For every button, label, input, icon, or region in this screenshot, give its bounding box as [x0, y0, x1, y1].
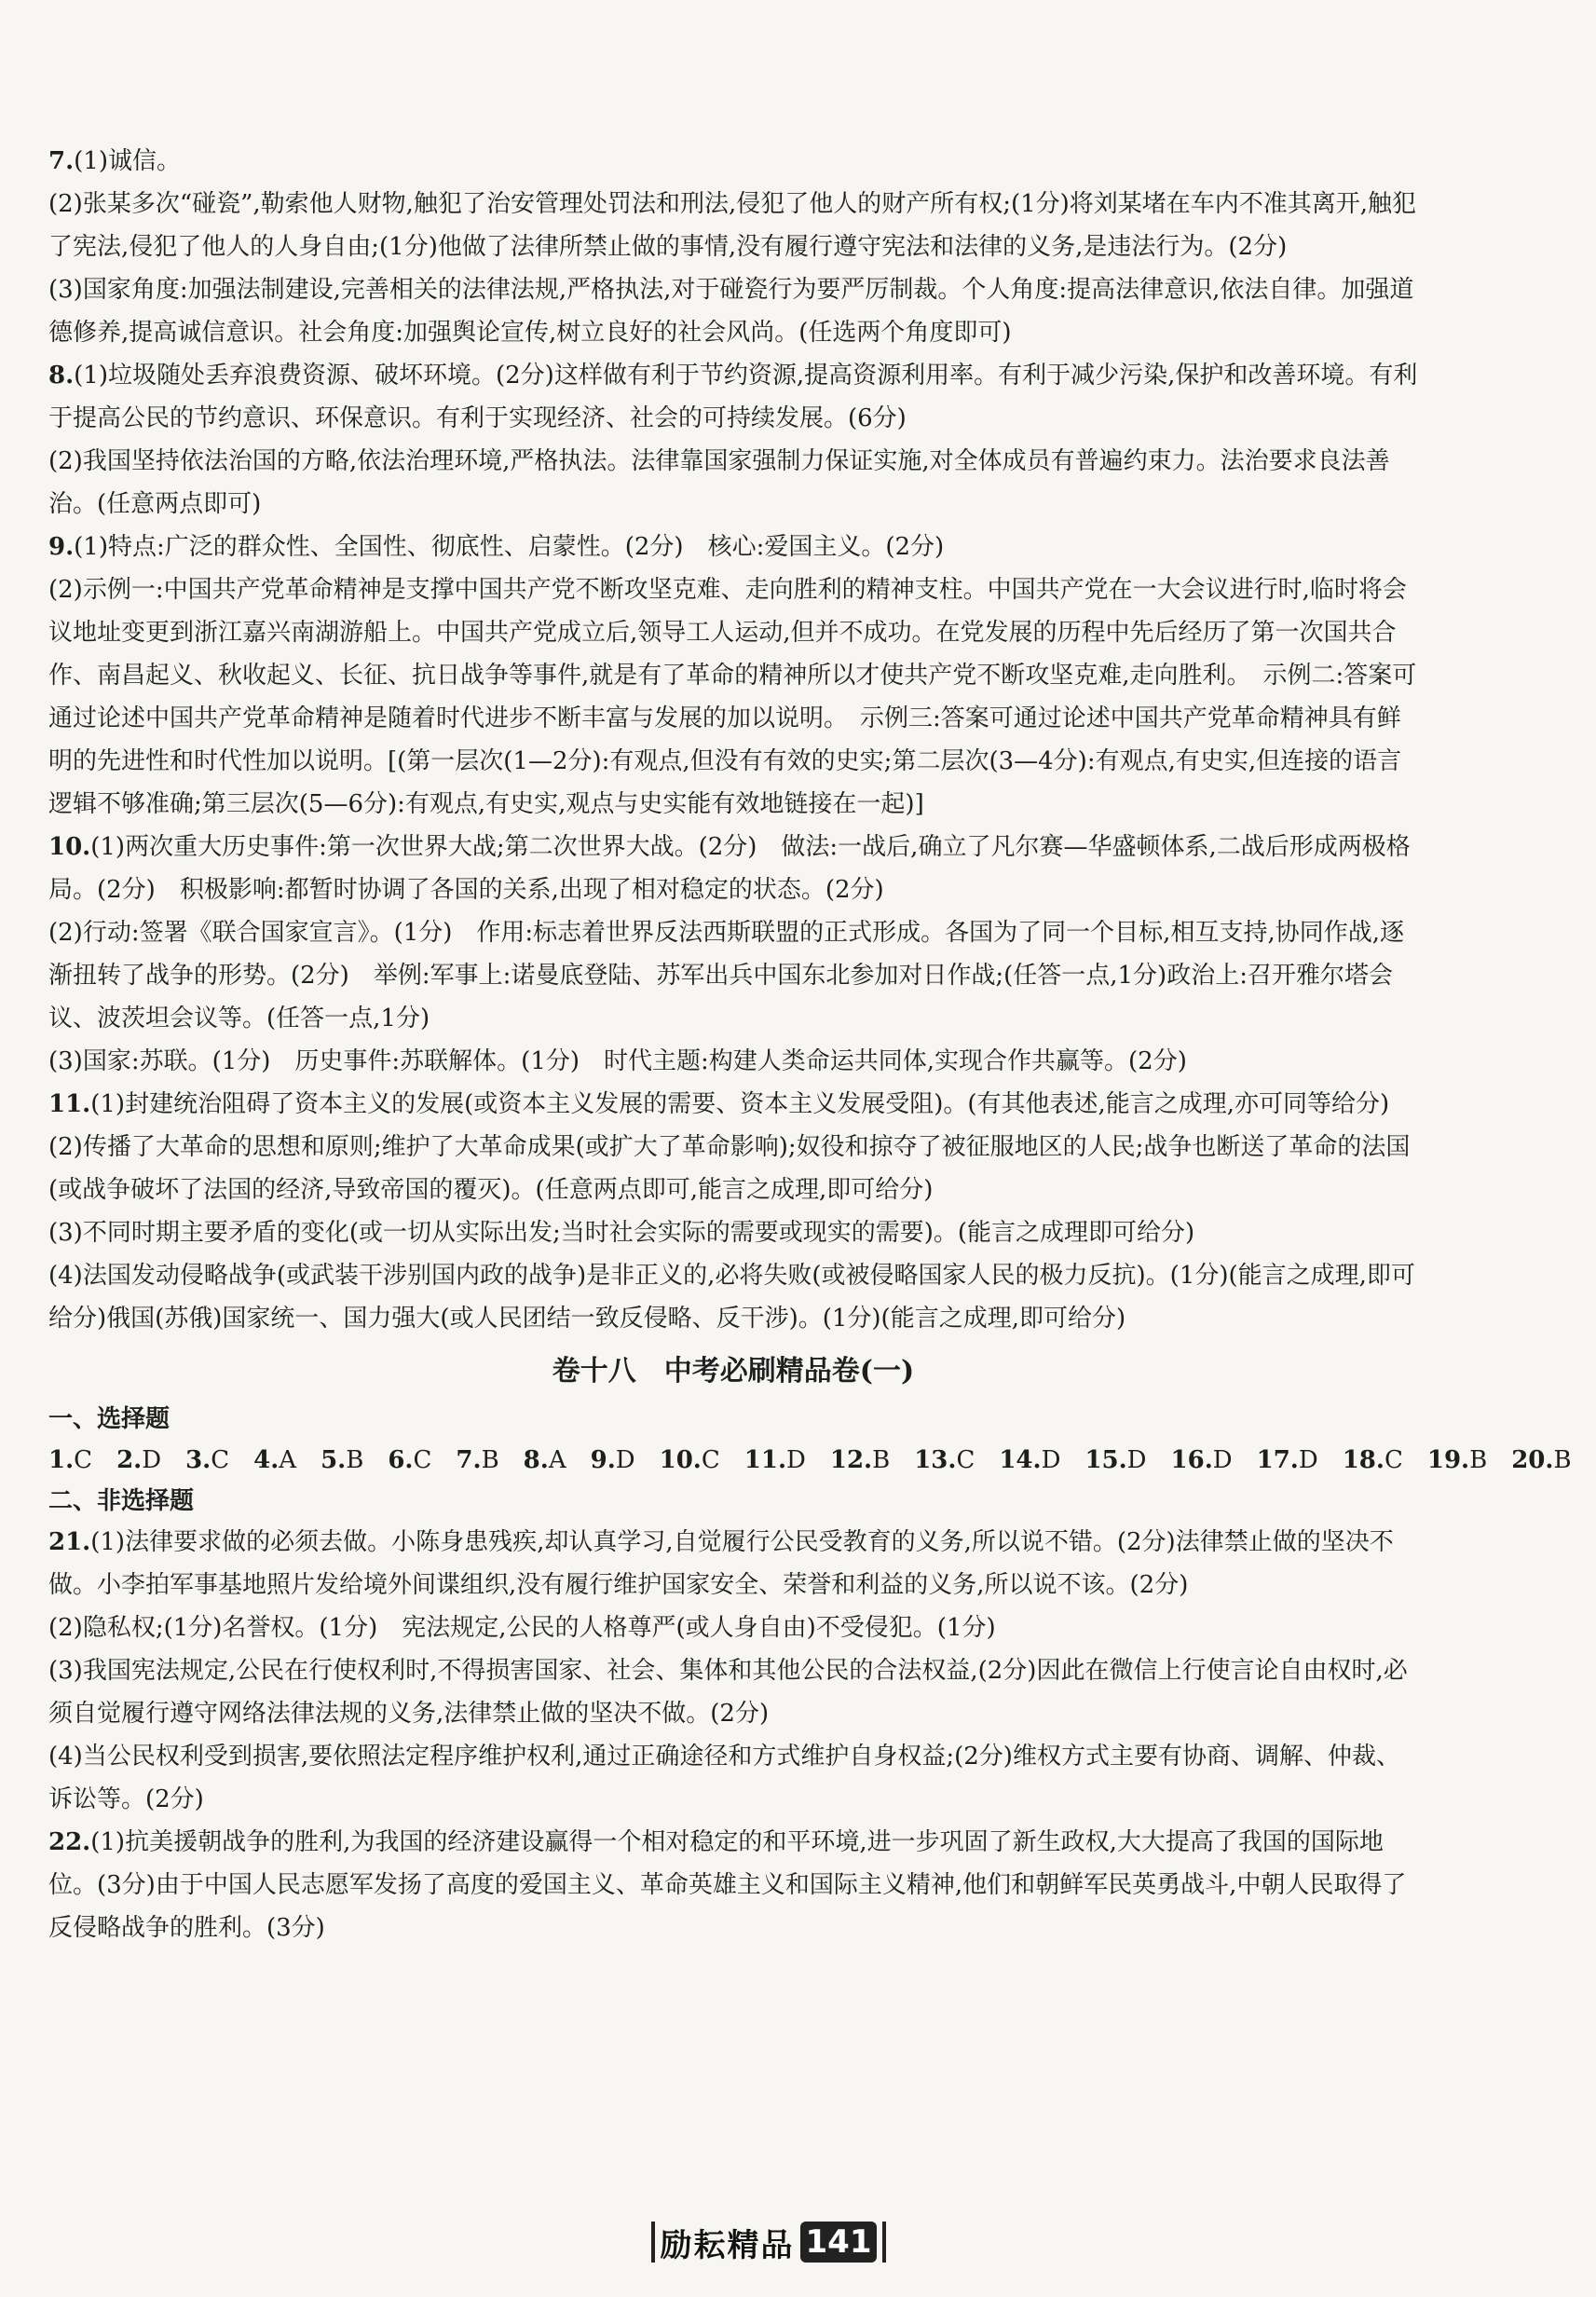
- mc-answer-letter: D: [615, 1446, 635, 1474]
- mc-answer-letter: C: [413, 1446, 432, 1474]
- mc-answer-number: 4.: [253, 1446, 280, 1474]
- mc-answer: [830, 1446, 890, 1474]
- part2-title: 二、非选择题: [48, 1487, 195, 1515]
- part1-title: 一、选择题: [48, 1405, 171, 1433]
- mc-answer-letter: C: [74, 1446, 93, 1474]
- mc-answer-letter: B: [872, 1446, 891, 1474]
- mc-answer-number: 19.: [1426, 1446, 1470, 1474]
- mc-answer: [185, 1446, 229, 1474]
- mc-answer-number: 13.: [914, 1446, 957, 1474]
- q7-number: 7.: [48, 147, 75, 175]
- q9-p1-text: (1)特点:广泛的群众性、全国性、彻底性、启蒙性。(2分) 核心:爱国主义。(2分): [74, 533, 945, 561]
- q21-number: 21.: [48, 1528, 91, 1556]
- q9-number: 9.: [48, 533, 75, 561]
- mc-answer: [1511, 1446, 1571, 1474]
- q9-part2: (2)示例一:中国共产党革命精神是支撑中国共产党不断攻坚克难、走向胜利的精神支柱。中国共产党在一大会议进行时,临时将会议地址变更到浙江嘉兴南湖游船上。中国共产党成立后,领导工人运动,但并不成功。在党发展的历程中先后经历了第一次国共合作、南昌起义、秋收起义、长征、抗日战争等事件,就是有了革命的精神所以才使共产党不断攻坚克难,走向胜利。 示例二:答案可通过论述中国共产党革命精神是随着时代进步不断丰富与发展的加以说明。 示例三:答案可通过论述中国共产党革命精神具有鲜明的先进性和时代性加以说明。[(第一层次(1—2分):有观点,但没有有效的史实;第二层次(3—4分):有观点,有史实,但连接的语言逻辑不够准确;第三层次(5—6分):有观点,有史实,观点与史实能有效地链接在一起)]: [48, 576, 1417, 818]
- footer-brand: [615, 2216, 922, 2268]
- mc-answer: [591, 1446, 635, 1474]
- q11-part4: (4)法国发动侵略战争(或武装干涉别国内政的战争)是非正义的,必将失败(或被侵略国家人民的极力反抗)。(1分)(能言之成理,即可给分)俄国(苏俄)国家统一、国力强大(或人民团结一致反侵略、反干涉)。(1分)(能言之成理,即可给分): [48, 1262, 1415, 1333]
- q11-part2: (2)传播了大革命的思想和原则;维护了大革命成果(或扩大了革命影响);奴役和掠夺了被征服地区的人民;战争也断送了革命的法国(或战争破坏了法国的经济,导致帝国的覆灭)。(任意两点即可,能言之成理,即可给分): [48, 1133, 1411, 1204]
- mc-answer-number: 1.: [48, 1446, 75, 1474]
- mc-answer-letter: A: [279, 1446, 297, 1474]
- mc-answer: [116, 1446, 161, 1474]
- question-11: [48, 1083, 1418, 1340]
- q10-part3: (3)国家:苏联。(1分) 历史事件:苏联解体。(1分) 时代主题:构建人类命运共同体,实现合作共赢等。(2分): [48, 1047, 1187, 1075]
- q11-part1: [48, 1083, 1418, 1126]
- mc-answer-number: 2.: [116, 1446, 143, 1474]
- mc-answer-letter: C: [211, 1446, 230, 1474]
- q7-p1-text: (1)诚信。: [74, 147, 181, 175]
- mc-answer-letter: B: [1553, 1446, 1572, 1474]
- q8-part1: [48, 354, 1418, 440]
- question-10: [48, 826, 1418, 1083]
- mc-answer-letter: D: [1298, 1446, 1318, 1474]
- question-22: [48, 1821, 1418, 1949]
- mc-answer-number: 17.: [1256, 1446, 1299, 1474]
- question-9: [48, 526, 1418, 826]
- q11-part3: (3)不同时期主要矛盾的变化(或一切从实际出发;当时社会实际的需要或现实的需要)。(能言之成理即可给分): [48, 1219, 1195, 1247]
- mc-answer-letter: D: [786, 1446, 806, 1474]
- mc-answer: [321, 1446, 363, 1474]
- q8-number: 8.: [48, 362, 75, 390]
- question-21: [48, 1521, 1418, 1821]
- mc-answer-letter: B: [481, 1446, 499, 1474]
- mc-answer: [744, 1446, 806, 1474]
- mc-answer: [388, 1446, 431, 1474]
- mc-answer-number: 7.: [456, 1446, 482, 1474]
- mc-answer-letter: D: [1126, 1446, 1147, 1474]
- q8-part2: (2)我国坚持依法治国的方略,依法治理环境,严格执法。法律靠国家强制力保证实施,对全体成员有普遍约束力。法治要求良法善治。(任意两点即可): [48, 447, 1390, 518]
- mc-answer: [524, 1446, 566, 1474]
- mc-answer: [253, 1446, 296, 1474]
- mc-answer-number: 3.: [185, 1446, 211, 1474]
- mc-answer-letter: D: [1212, 1446, 1233, 1474]
- q8-p1-text: (1)垃圾随处丢弃浪费资源、破坏环境。(2分)这样做有利于节约资源,提高资源利用率。有利于减少污染,保护和改善环境。有利于提高公民的节约意识、环保意识。有利于实现经济、社会的可持续发展。(6分): [48, 362, 1418, 432]
- brand-bar-right: [882, 2222, 886, 2263]
- mc-answer: [1427, 1446, 1487, 1474]
- mc-answer-letter: C: [701, 1446, 720, 1474]
- mc-answer: [48, 1446, 92, 1474]
- q10-number: 10.: [48, 833, 91, 861]
- q10-p1-text: (1)两次重大历史事件:第一次世界大战;第二次世界大战。(2分) 做法:一战后,确立了凡尔赛—华盛顿体系,二战后形成两极格局。(2分) 积极影响:都暂时协调了各国的关系,出现了相对稳定的状态。(2分): [48, 833, 1411, 904]
- mc-answer-number: 15.: [1084, 1446, 1127, 1474]
- q21-p1-text: (1)法律要求做的必须去做。小陈身患残疾,却认真学习,自觉履行公民受教育的义务,所以说不错。(2分)法律禁止做的坚决不做。小李拍军事基地照片发给境外间谍组织,没有履行维护国家安全、荣誉和利益的义务,所以说不该。(2分): [48, 1528, 1394, 1599]
- q7-part3: (3)国家角度:加强法制建设,完善相关的法律法规,严格执法,对于碰瓷行为要严厉制裁。个人角度:提高法律意识,依法自律。加强道德修养,提高诚信意识。社会角度:加强舆论宣传,树立良好的社会风尚。(任选两个角度即可): [48, 276, 1414, 347]
- mc-answer-number: 8.: [523, 1446, 549, 1474]
- mc-answer-number: 9.: [590, 1446, 616, 1474]
- mc-answer-number: 20.: [1511, 1446, 1554, 1474]
- section-title: 卷十八 中考必刷精品卷(一): [552, 1355, 915, 1388]
- q7-part2: (2)张某多次“碰瓷”,勒索他人财物,触犯了治安管理处罚法和刑法,侵犯了他人的财产所有权;(1分)将刘某堵在车内不准其离开,触犯了宪法,侵犯了他人的人身自由;(1分)他做了法律所禁止做的事情,没有履行遵守宪法和法律的义务,是违法行为。(2分): [48, 190, 1417, 261]
- q22-number: 22.: [48, 1828, 91, 1856]
- mc-answer-letter: B: [1469, 1446, 1488, 1474]
- q22-p1-text: (1)抗美援朝战争的胜利,为我国的经济建设赢得一个相对稳定的和平环境,进一步巩固了新生政权,大大提高了我国的国际地位。(3分)由于中国人民志愿军发扬了高度的爱国主义、革命英雄主义和国际主义精神,他们和朝鲜军民英勇战斗,中朝人民取得了反侵略战争的胜利。(3分): [48, 1828, 1407, 1942]
- q21-part1: [48, 1521, 1418, 1607]
- q21-part4: (4)当公民权利受到损害,要依照法定程序维护权利,通过正确途径和方式维护自身权益;(2分)维权方式主要有协商、调解、仲裁、诉讼等。(2分): [48, 1743, 1400, 1813]
- q10-part2: (2)行动:签署《联合国家宣言》。(1分) 作用:标志着世界反法西斯联盟的正式形成。各国为了同一个目标,相互支持,协同作战,逐渐扭转了战争的形势。(2分) 举例:军事上:诺曼底登陆、苏军出兵中国东北参加对日作战;(任答一点,1分)政治上:召开雅尔塔会议、波茨坦会议等。(任答一点,1分): [48, 919, 1404, 1032]
- q10-part1: [48, 826, 1418, 911]
- mc-answer: [914, 1446, 975, 1474]
- mc-answer: [1257, 1446, 1318, 1474]
- q21-part3: (3)我国宪法规定,公民在行使权利时,不得损害国家、社会、集体和其他公民的合法权益,(2分)因此在微信上行使言论自由权时,必须自觉履行遵守网络法律法规的义务,法律禁止做的坚决不做。(2分): [48, 1657, 1408, 1728]
- brand-name: 励耘精品: [660, 2226, 795, 2264]
- mc-answer-number: 14.: [999, 1446, 1042, 1474]
- mc-answer-number: 16.: [1170, 1446, 1213, 1474]
- mc-answer-list: [48, 1439, 1572, 1482]
- q7-part1: [48, 140, 1418, 183]
- mc-answer: [999, 1446, 1060, 1474]
- mc-answer-number: 18.: [1342, 1446, 1385, 1474]
- mc-answer-letter: A: [548, 1446, 566, 1474]
- mc-answer-number: 12.: [829, 1446, 873, 1474]
- mc-answer-letter: D: [142, 1446, 162, 1474]
- mc-answer: [1343, 1446, 1403, 1474]
- answer-content: [48, 140, 1572, 1949]
- q21-part2: (2)隐私权;(1分)名誉权。(1分) 宪法规定,公民的人格尊严(或人身自由)不受侵犯。(1分): [48, 1614, 996, 1642]
- mc-answer-number: 5.: [321, 1446, 347, 1474]
- mc-answer-number: 6.: [388, 1446, 414, 1474]
- question-8: [48, 354, 1418, 526]
- mc-answer-letter: B: [346, 1446, 364, 1474]
- mc-answer: [1171, 1446, 1233, 1474]
- mc-answer-letter: C: [956, 1446, 975, 1474]
- mc-answer: [660, 1446, 720, 1474]
- mc-answer: [456, 1446, 498, 1474]
- mc-answer-letter: D: [1041, 1446, 1061, 1474]
- q11-p1-text: (1)封建统治阻碍了资本主义的发展(或资本主义发展的需要、资本主义发展受阻)。(有其他表述,能言之成理,亦可同等给分): [90, 1090, 1390, 1118]
- mc-answer-letter: C: [1384, 1446, 1403, 1474]
- mc-answer-number: 11.: [743, 1446, 786, 1474]
- q22-part1: [48, 1821, 1418, 1949]
- mc-answer: [1084, 1446, 1146, 1474]
- q9-part1: [48, 526, 1418, 568]
- page-number: 141: [800, 2222, 878, 2263]
- brand-bar-left: [651, 2222, 655, 2263]
- q11-number: 11.: [48, 1090, 91, 1118]
- mc-answer-number: 10.: [659, 1446, 702, 1474]
- question-7: [48, 140, 1418, 354]
